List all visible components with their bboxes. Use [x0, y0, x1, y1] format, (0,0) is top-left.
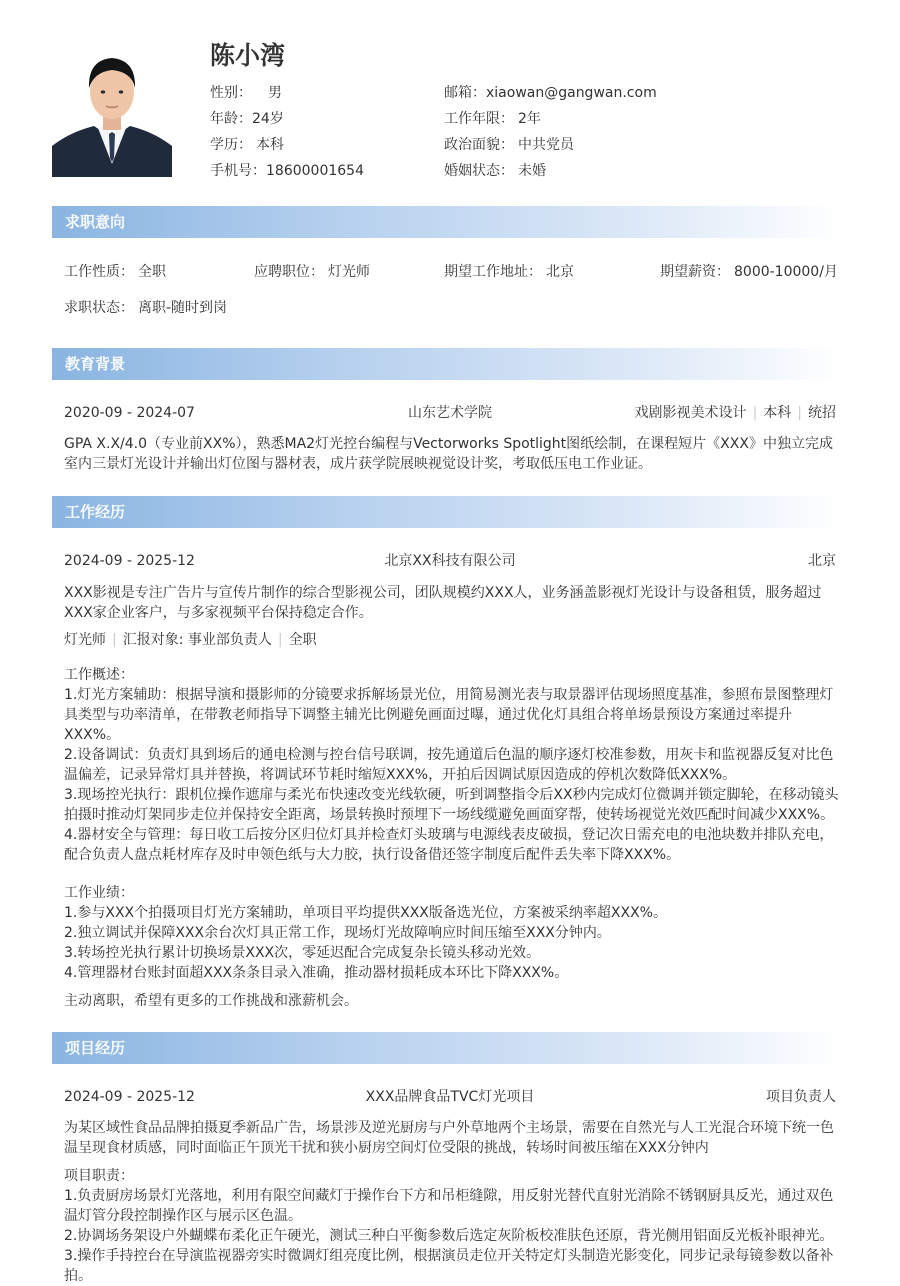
education-description: GPA X.X/4.0（专业前XX%），熟悉MA2灯光控台编程与Vectorworks Spotlight图纸绘制，在课程短片《XXX》中独立完成室内三景灯光设计并输出灯位图与器材表，成片获学院展映视觉设计奖，考取低压电工作业证。	[64, 436, 833, 472]
list-item: 2.设备调试：负责灯具到场后的通电检测与控台信号联调，按先通道后色温的顺序逐灯校准参数，用灰卡和监视器反复对比色温偏差，记录异常灯具并替换，将调试环节耗时缩短XXX%，开拍后因调试原因造成的停机次数降低XXX%。	[64, 747, 834, 783]
list-item: 1.负责厨房场景灯光落地，利用有限空间藏灯于操作台下方和吊柜缝隙，用反射光替代直射光消除不锈钢厨具反光，通过双色温灯管分段控制操作区与展示区色温。	[64, 1188, 834, 1224]
list-item: 3.转场控光执行累计切换场景XXX次，零延迟配合完成复杂长镜头移动光效。	[64, 945, 541, 961]
list-item: 1.参与XXX个拍摄项目灯光方案辅助，单项目平均提供XXX版备选光位，方案被采纳率超XXX%。	[64, 905, 667, 921]
project-role: 项目负责人	[766, 1089, 836, 1105]
education-school: 山东艺术学院	[408, 405, 492, 421]
intent-job-type: 工作性质： 全职	[64, 264, 166, 280]
section-header-education: 教育背景	[52, 348, 842, 380]
education-major-line: 戏剧影视美术设计 | 本科 | 统招	[634, 405, 836, 421]
avatar-portrait	[52, 46, 172, 177]
project-duties	[64, 1166, 840, 1286]
list-item: 2.协调场务架设户外蝴蝶布柔化正午硬光，测试三种白平衡参数后选定灰阶板校准肤色还原，背光侧用铝面反光板补眼神光。	[64, 1228, 834, 1244]
intent-location: 期望工作地址： 北京	[444, 264, 574, 280]
work-leave-reason: 主动离职，希望有更多的工作挑战和涨薪机会。	[64, 993, 358, 1009]
email-field: 邮箱：xiaowan@gangwan.com	[444, 85, 657, 101]
work-achievement-title: 工作业绩：	[64, 885, 134, 901]
section-header-intent: 求职意向	[52, 206, 842, 238]
avatar	[52, 46, 172, 177]
section-header-project: 项目经历	[52, 1032, 842, 1064]
section-header-work: 工作经历	[52, 496, 842, 528]
political-status-field: 政治面貌： 中共党员	[444, 137, 574, 153]
education-level-field: 学历： 本科	[210, 137, 284, 153]
work-overview-title: 工作概述：	[64, 667, 134, 683]
list-item: 4.器材安全与管理：每日收工后按分区归位灯具并检查灯头玻璃与电源线表皮破损，登记次日需充电的电池块数并排队充电，配合负责人盘点耗材库存及时申领色纸与大力胶，执行设备借还签字制度后配件丢失率下降XXX%。	[64, 827, 834, 863]
intent-salary: 期望薪资： 8000-10000/月	[660, 264, 838, 280]
work-overview	[64, 665, 840, 865]
marital-status-field: 婚姻状态： 未婚	[444, 163, 546, 179]
project-description: 为某区域性食品品牌拍摄夏季新品广告，场景涉及逆光厨房与户外草地两个主场景，需要在自然光与人工光混合环境下统一色温呈现食材质感，同时面临正午顶光干扰和狭小厨房空间灯位受限的挑战，转场时间被压缩在XXX分钟内	[64, 1120, 834, 1156]
project-period: 2024-09 - 2025-12	[64, 1089, 195, 1105]
list-item: 3.操作手持控台在导演监视器旁实时微调灯组亮度比例，根据演员走位开关特定灯头制造光影变化，同步记录每镜参数以备补拍。	[64, 1248, 834, 1284]
phone-field: 手机号：18600001654	[210, 163, 364, 179]
intent-status: 求职状态： 离职-随时到岗	[64, 300, 228, 316]
work-company: 北京XX科技有限公司	[384, 553, 516, 569]
work-company-intro: XXX影视是专注广告片与宣传片制作的综合型影视公司，团队规模约XXX人，业务涵盖影视灯光设计与设备租赁，服务超过XXX家企业客户，与多家视频平台保持稳定合作。	[64, 585, 822, 621]
list-item: 1.灯光方案辅助：根据导演和摄影师的分镜要求拆解场景光位，用简易测光表与取景器评估现场照度基准，参照布景图整理灯具类型与功率清单，在带教老师指导下调整主辅光比例避免画面过曝，通过优化灯具组合将单场景预设方案通过率提升XXX%。	[64, 687, 834, 743]
work-period: 2024-09 - 2025-12	[64, 553, 195, 569]
candidate-name: 陈小湾	[210, 41, 286, 70]
project-duty-title: 项目职责：	[64, 1168, 134, 1184]
work-achievements	[64, 883, 840, 983]
gender-field: 性别： 男	[210, 85, 282, 101]
list-item: 4.管理器材台账封面超XXX条条目录入准确，推动器材损耗成本环比下降XXX%。	[64, 965, 569, 981]
list-item: 3.现场控光执行：跟机位操作遮扉与柔光布快速改变光线软硬，听到调整指令后XX秒内完成灯位微调并锁定脚轮，在移动镜头拍摄时推动灯架同步走位并保持安全距离，场景转换时预埋下一场线缆避免画面穿帮，使转场视觉光效匹配时间减少XXX%。	[64, 787, 839, 823]
project-name: XXX品牌食品TVC灯光项目	[365, 1089, 535, 1105]
work-role-line: 灯光师 | 汇报对象: 事业部负责人 | 全职	[64, 632, 317, 648]
work-years-field: 工作年限： 2年	[444, 111, 541, 127]
age-field: 年龄：24岁	[210, 111, 284, 127]
work-city: 北京	[808, 553, 836, 569]
intent-position: 应聘职位： 灯光师	[254, 264, 370, 280]
list-item: 2.独立调试并保障XXX余台次灯具正常工作，现场灯光故障响应时间压缩至XXX分钟内。	[64, 925, 611, 941]
education-period: 2020-09 - 2024-07	[64, 405, 195, 421]
